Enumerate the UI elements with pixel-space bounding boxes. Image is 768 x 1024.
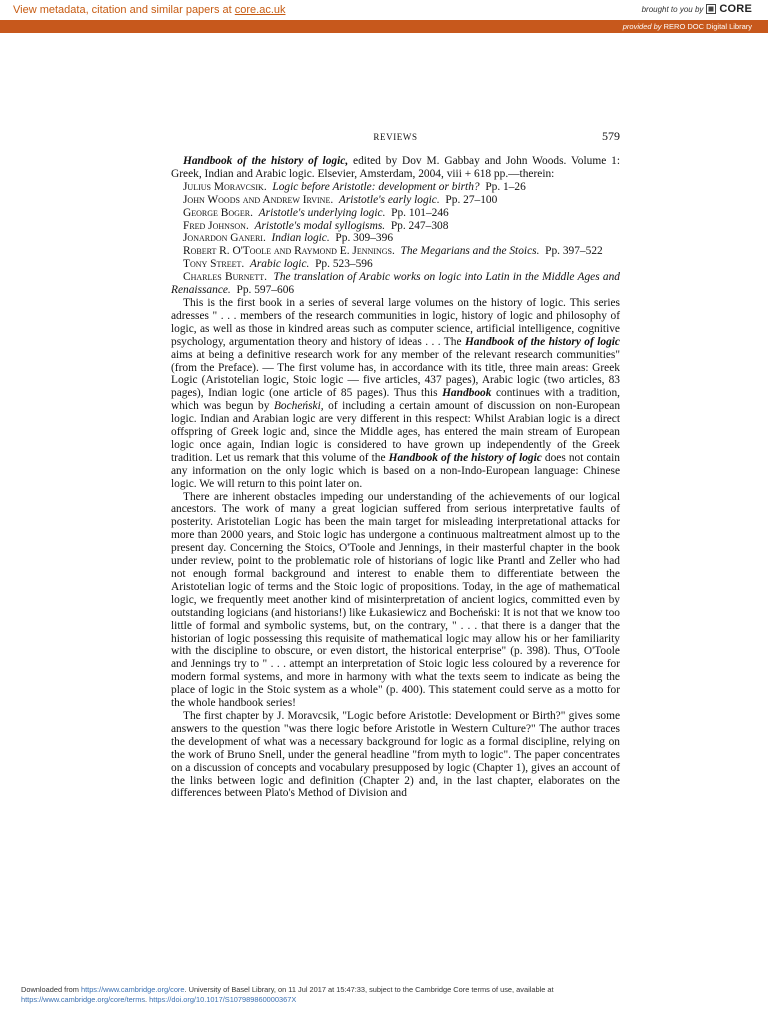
provided-by-label: provided by [622, 22, 662, 31]
chapter-pages: Pp. 397–522 [545, 245, 603, 258]
book-details: edited by Dov M. Gabbay and John Woods. Volume 1: Greek, Indian and Arabic logic. Elsevier, Amsterdam, 2004, viii + 618 pp.—therein: [171, 155, 620, 180]
book-citation [171, 155, 620, 181]
chapter-title: Arabic logic. [249, 258, 310, 271]
chapter-author: Jonardon Ganeri. [183, 232, 266, 245]
brought-by-text: brought to you by [641, 4, 704, 14]
chapter-title: The translation of Arabic works on logic into Latin in the Middle Ages and Renaissance. [171, 271, 620, 297]
chapter-author: Fred Johnson. [183, 219, 249, 232]
metadata-text: View metadata, citation and similar papers at [13, 4, 232, 16]
text-run: This is the first book in a series of several large volumes on the history of logic. This series adresses " . . . members of the research communities in logic, history of logic and philosophy of logic, as well as those in kindred areas such as computer science, artificial intelligence, cognitive psychology, argumentation theory and history of ideas . . . The [171, 296, 620, 348]
chapter-pages: Pp. 27–100 [445, 193, 498, 206]
paragraph-2: There are inherent obstacles impeding our understanding of the achievements of our logical ancestors. The work of many a great logician suffered from serious interpretative faults of posterity. Aristotelian Logic has been the main target for misleading interpretational attacks for more than 2000 years, and Stoic logic has undergone a continuous maltreatment almost up to the present day. Concerning the Stoics, O'Toole and Jennings, in their masterful chapter in the book under review, point to the problematic role of historians of logic like Prantl and Zeller who had not enough formal background and interest to enable them to differentiate between the Aristotelian logic of terms and the Stoic logic of propositions. Today, in the age of mathematical logic, we frequently meet another kind of misinterpretation of ancient logics, committed even by outstanding logicians (and historians!) like Łukasiewicz and Bocheński: It is not that we know too little of formal and symbolic systems, but, on the contrary, " . . . that there is a danger that the historian of logic possessing this requisite of mathematical logic may allow his or her familiarity with the discipline to obscure, or even distort, the historical enterprise" (p. 398). Thus, O'Toole and Jennings try to " . . . attempt an interpretation of Stoic logic less coloured by a reverence for modern formal systems, and more in harmony with what the texts seem to indicate as being the place of logic in the Stoic system as a whole" (p. 400). This statement could serve as a motto for the whole handbook series! [171, 490, 620, 710]
chapter-entry [171, 258, 620, 271]
chapter-pages: Pp. 247–308 [390, 219, 449, 232]
book-title: Handbook of the history of logic, [183, 155, 349, 167]
chapter-author: George Boger. [183, 206, 253, 219]
core-provider-bar [0, 20, 768, 33]
core-logo-icon [706, 4, 716, 14]
handbook-ref: Handbook [442, 387, 492, 400]
chapter-entry [171, 232, 620, 245]
chapter-entry [171, 220, 620, 233]
provider-name: RERO DOC Digital Library [663, 22, 752, 31]
footer-text: Downloaded from [21, 985, 81, 994]
text-run: aims at being a definitive research work for any member of the relevant research communities" (from the Preface). — The first volume has, in accordance with its title, three main areas: Greek Logic (Aristotelian logic, Stoic logic — five articles, 437 pages), Arabic logic (two articles, 83 pages), Indian logic (one article of 85 pages). Thus this [171, 348, 620, 400]
core-url-link[interactable]: core.ac.uk [234, 4, 286, 16]
chapter-pages: Pp. 1–26 [485, 180, 526, 193]
paragraph-1 [171, 297, 620, 491]
core-header [0, 0, 768, 20]
chapter-entry [171, 194, 620, 207]
chapter-author: John Woods and Andrew Irvine. [183, 193, 334, 206]
core-logo: CORE [719, 3, 752, 15]
chapter-pages: Pp. 597–606 [236, 284, 295, 297]
chapter-pages: Pp. 523–596 [315, 258, 373, 271]
chapter-author: Tony Street. [183, 258, 245, 271]
running-head-title: REVIEWS [373, 132, 418, 142]
page-number: 579 [602, 129, 620, 143]
chapter-author: Charles Burnett. [183, 271, 267, 284]
chapter-title: Indian logic. [271, 232, 330, 245]
chapter-entry [171, 207, 620, 220]
chapter-entry [171, 245, 620, 258]
chapter-title: The Megarians and the Stoics. [400, 245, 540, 258]
chapter-title: Aristotle's underlying logic. [258, 206, 386, 219]
chapter-pages: Pp. 101–246 [391, 206, 449, 219]
terms-link[interactable]: https://www.cambridge.org/core/terms [21, 995, 146, 1004]
core-metadata-link[interactable] [13, 4, 286, 16]
chapter-title: Logic before Aristotle: development or birth? [272, 180, 480, 193]
footer-text: . University of Basel Library, on 11 Jul 2017 at 15:47:33, subject to the Cambridge Core terms of use, available at [184, 985, 554, 994]
chapter-entry [171, 181, 620, 194]
chapter-title: Aristotle's modal syllogisms. [254, 219, 386, 232]
text-run: continues with a tradition, which was begun by [171, 387, 621, 413]
paragraph-3: The first chapter by J. Moravcsik, "Logic before Aristotle: Development or Birth?" gives some answers to the question "was there logic before Aristotle in Western Culture?" The author traces the development of what was a necessary background for logic as a formal discipline, relying on the work of Bruno Snell, under the general headline "from myth to logic". The paper concentrates on a discussion of concepts and vocabulary presupposed by logic (Chapter 1), gives an account of the links between logic and definition (Chapter 2) and, in the last chapter, elaborates on the differences between Plato's Method of Division and [171, 709, 620, 800]
running-head [171, 130, 620, 144]
chapter-author: Julius Moravcsik. [183, 180, 267, 193]
brought-to-you-by[interactable] [642, 3, 752, 15]
handbook-title-ref: Handbook of the history of logic [388, 451, 542, 464]
text-run: of including a certain amount of discussion on non-European logic. Indian and Arabian logic are very different in this respect: Whilst Arabian logic is a direct offspring of Greek logic and, since the Middle ages, has entered the main stream of European logic once again, Indian logic is considered to have grown up independently of the Greek tradition. Let us remark that this volume of the [171, 400, 621, 464]
chapter-title: Aristotle's early logic. [338, 193, 440, 206]
handbook-title-ref: Handbook of the history of logic [464, 335, 620, 348]
cambridge-core-link[interactable]: https://www.cambridge.org/core [80, 985, 185, 994]
doi-link[interactable]: https://doi.org/10.1017/S107989860000367X [149, 995, 297, 1004]
chapter-list [171, 181, 620, 297]
chapter-pages: Pp. 309–396 [335, 232, 394, 245]
chapter-author: Robert R. O'Toole and Raymond E. Jennings. [183, 245, 395, 258]
download-footer [21, 985, 751, 1005]
provided-by[interactable] [623, 22, 752, 31]
review-body [171, 155, 620, 800]
bochenski-ref: Bocheński, [273, 400, 324, 413]
text-run: does not contain any information on the only logic which is based on a non-Indo-European language: Chinese logic. We will return to this point later on. [171, 451, 620, 490]
chapter-entry [171, 271, 620, 297]
footer-text: . [145, 995, 150, 1004]
